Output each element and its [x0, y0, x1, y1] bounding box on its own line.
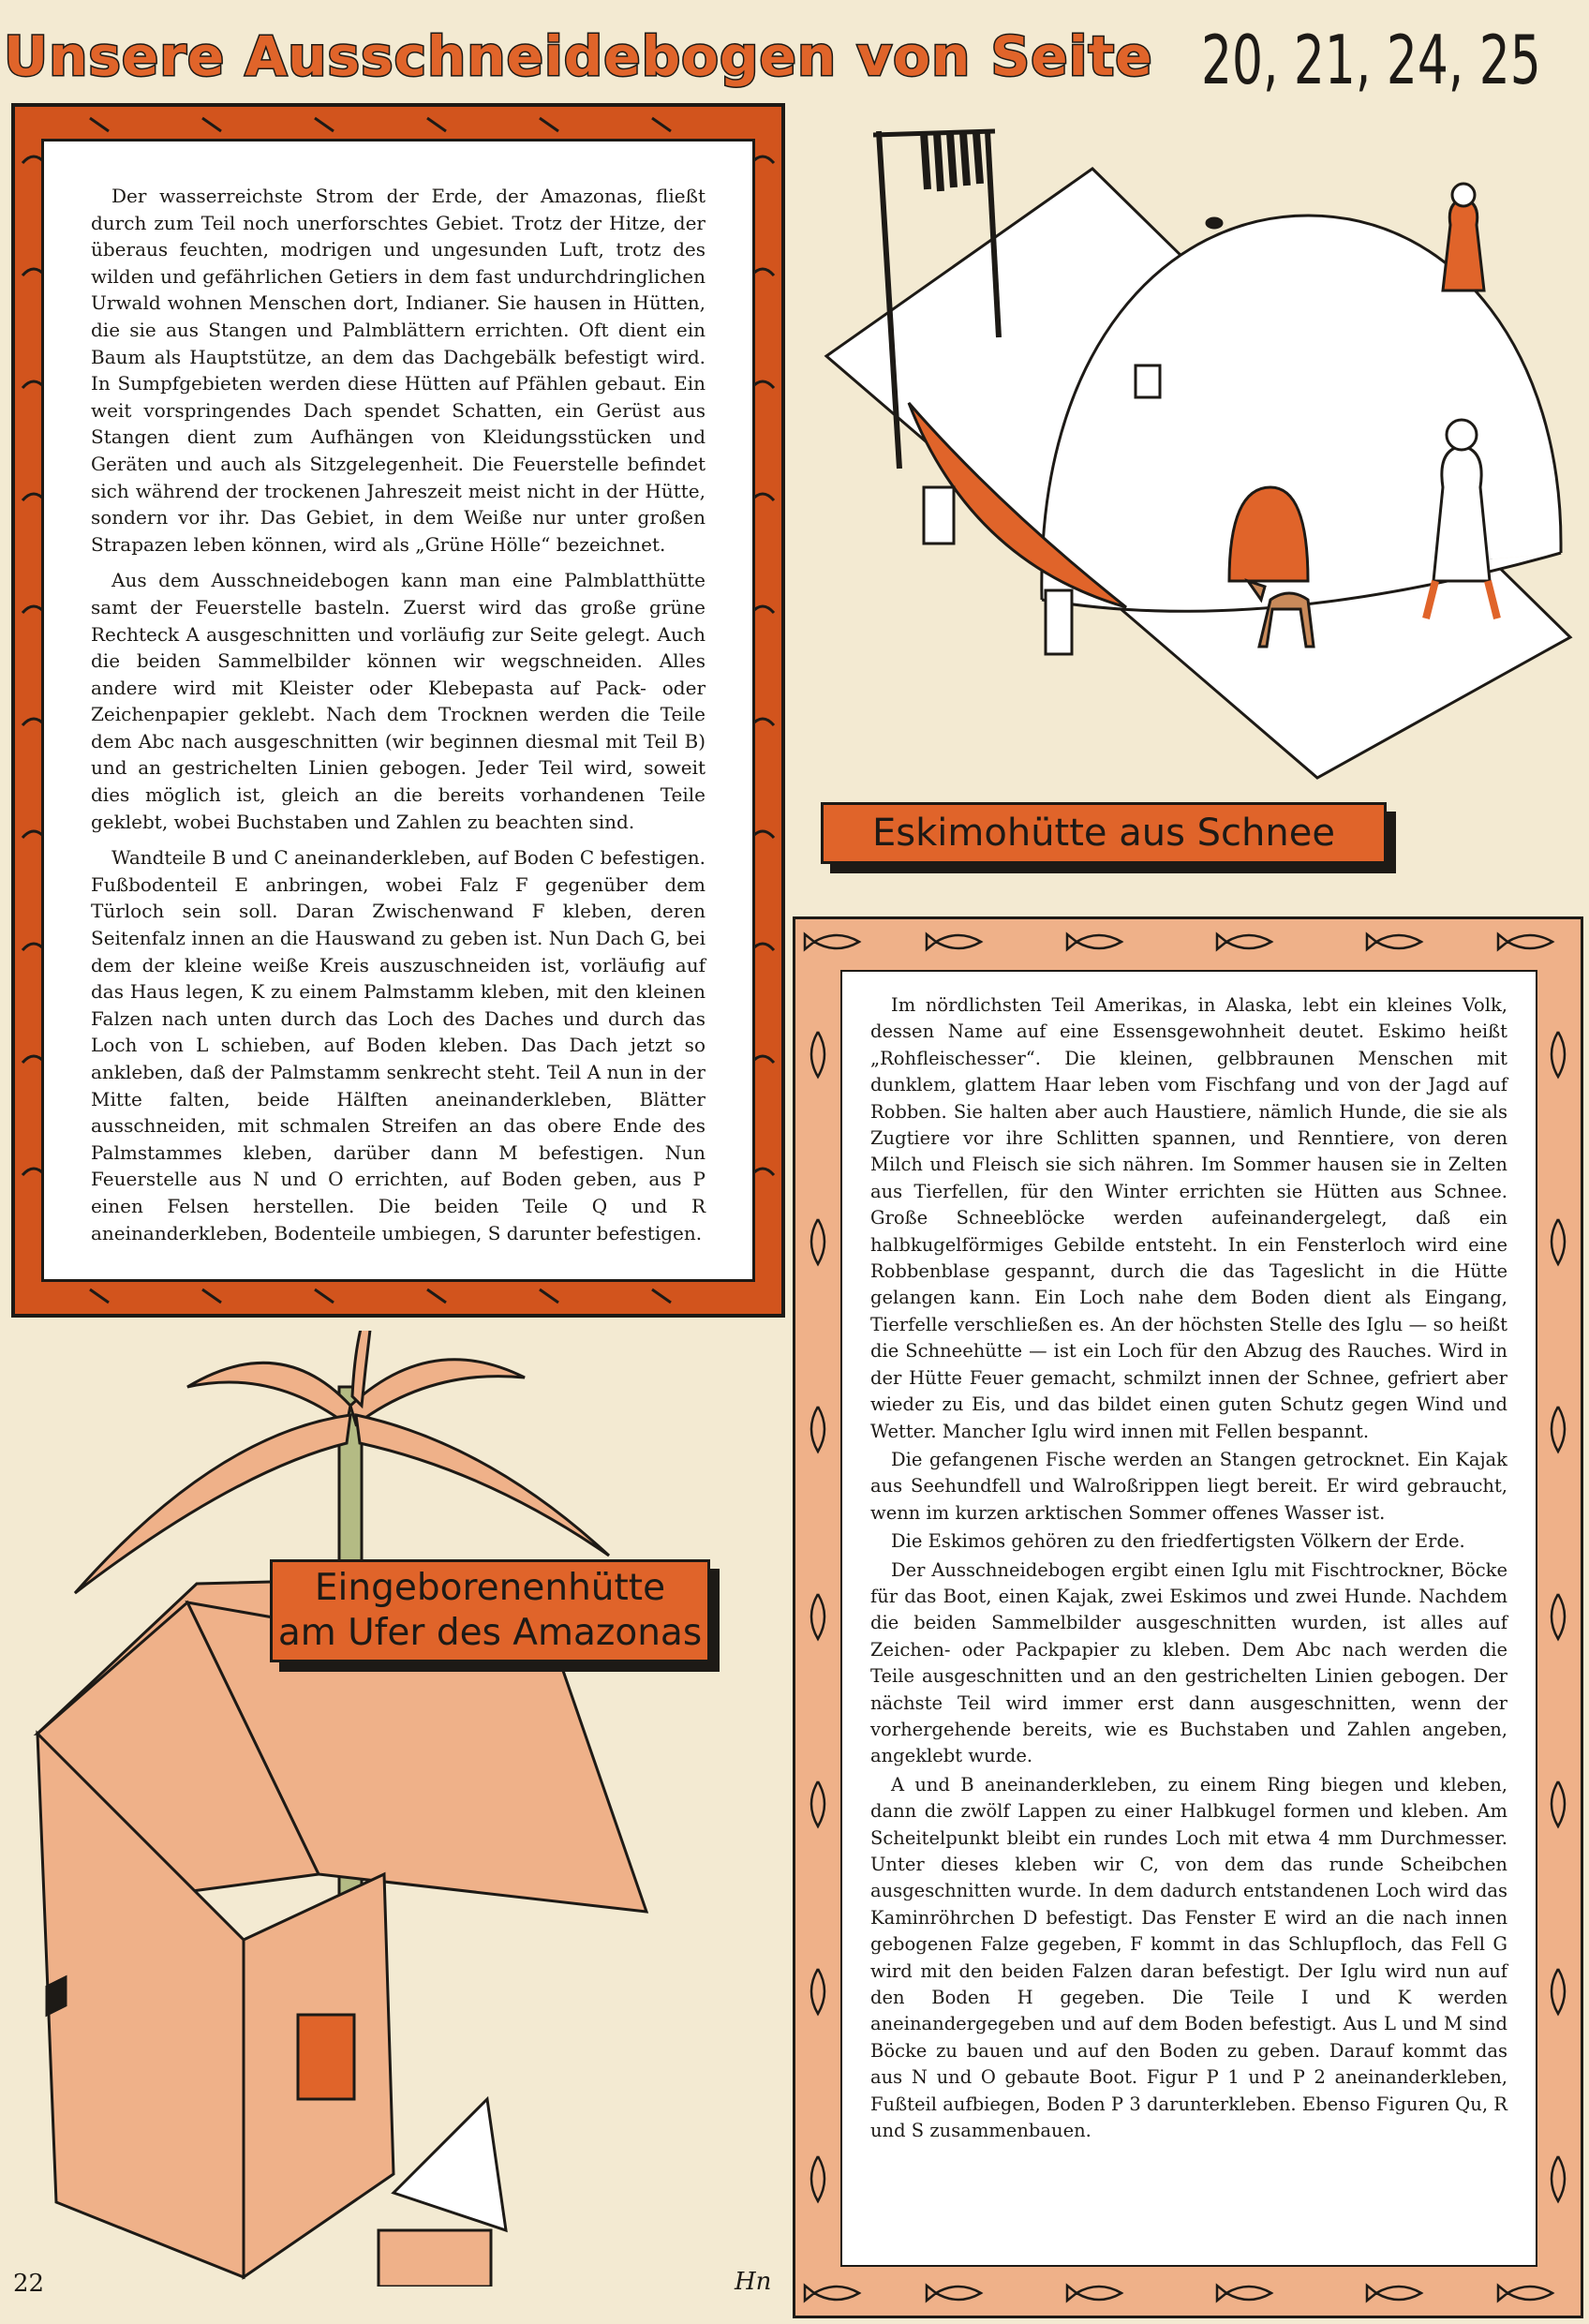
- eskimo-paragraph-5: A und B aneinanderkleben, zu einem Ring biegen und kleben, dann die zwölf Lappen zu einer Halbkugel formen und kleben. Am Scheitelpunkt bleibt ein rundes Loch mit etwa 4 mm Durchmesser. Unter dieses kleben wir C, von dem das runde Scheibchen ausgeschnitten wurde. In dem dadurch entstandenen Loch wird das Kaminröhrchen D befestigt. Das Fenster E wird an die nach innen gebogenen Falze gegeben, F kommt in das Schlupfloch, das Fell G wird mit den beiden Falzen daran befestigt. Der Iglu wird nun auf den Boden H gegeben. Die Teile I und K werden aneinandergegeben und auf dem Boden befestigt. Aus L und M sind Böcke zu bauen und auf den Boden zu geben. Darauf kommt das aus N und O gebaute Boot. Figur P 1 und P 2 aneinanderkleben, Fußteil aufbiegen, Boden P 3 darunterkleben. Ebenso Figuren Qu, R und S zusammenbauen.: [870, 1773, 1507, 2142]
- amazon-article-frame: [11, 103, 785, 1318]
- amazon-paragraph-1: Der wasserreichste Strom der Erde, der Amazonas, fließt durch zum Teil noch unerforschtes Gebiet. Trotz der Hitze, der überaus feuchten, modrigen und ungesunden Luft, trotz des wilden und gefährlichen Getiers in dem fast undurchdringlichen Urwald wohnen Menschen dort, Indianer. Sie hausen in Hütten, die sie aus Stangen und Palmblättern errichten. Oft dient ein Baum als Hauptstütze, an dem das Dachgebälk befestigt wird. In Sumpfgebieten werden diese Hütten auf Pfählen gebaut. Ein weit vorspringendes Dach spendet Schatten, ein Gerüst aus Stangen dient zum Aufhängen von Kleidungsstücken und Geräten und auch als Sitzgelegenheit. Die Feuerstelle befindet sich während der trockenen Jahreszeit meist nicht in der Hütte, sondern vor ihr. Das Gebiet, in dem Weiße nur unter großen Strapazen leben können, wird als „Grüne Hölle“ bezeichnet.: [91, 185, 705, 556]
- eskimo-article-panel: [840, 970, 1537, 2267]
- eskimo-paragraph-4: Der Ausschneidebogen ergibt einen Iglu mit Fischtrockner, Böcke für das Boot, einen Kajak, zwei Eskimos und zwei Hunde. Nachdem die beiden Sammelbilder ausgeschnitten wurden, ist alles auf Zeichen- oder Packpapier zu kleben. Dem Abc nach werden die Teile ausgeschnitten und an den gestrichelten Linien gebogen. Der nächste Teil wird immer erst dann ausgeschnitten, wenn der vorhergehende bereits, wie es Buchstaben und Zahlen angeben, angeklebt wurde.: [870, 1558, 1507, 1767]
- igloo-illustration-icon: [821, 112, 1580, 787]
- amazon-article-panel: [41, 139, 755, 1282]
- eskimo-paragraph-3: Die Eskimos gehören zu den friedfertigsten Völkern der Erde.: [891, 1530, 1465, 1553]
- artist-signature: Hn: [735, 2268, 772, 2296]
- amazonas-label-line-2: am Ufer des Amazonas: [277, 1612, 703, 1654]
- page-references: 20, 21, 24, 25: [1201, 21, 1541, 99]
- eskimo-section-label: Eskimohütte aus Schnee: [821, 802, 1387, 864]
- amazon-paragraph-2: Aus dem Ausschneidebogen kann man eine Palmblatthütte samt der Feuerstelle basteln. Zuerst wird das große grüne Rechteck A ausgeschnitten und vorläufig zur Seite gelegt. Auch die beiden Sammelbilder können wir wegschneiden. Alles andere wird mit Kleister oder Klebepasta auf Pack- oder Zeichenpapier geklebt. Nach dem Trocknen werden die Teile dem Abc nach ausgeschnitten (wir beginnen diesmal mit Teil B) und an gestrichelten Linien gebogen. Jeder Teil wird, soweit dies möglich ist, gleich an die bereits vorhandenen Teile geklebt, wobei Buchstaben und Zahlen zu beachten sind.: [91, 569, 705, 833]
- amazon-paragraph-3: Wandteile B und C aneinanderkleben, auf Boden C befestigen. Fußbodenteil E anbringen, wobei Falz F gegenüber dem Türloch sein soll. Daran Zwischenwand F kleben, deren Seitenfalz innen an die Hauswand zu geben ist. Nun Dach G, bei dem der kleine weiße Kreis auszuschneiden ist, vorläufig auf das Haus legen, K zu einem Palmstamm kleben, mit den kleinen Falzen nach unten durch das Loch des Daches und durch das Loch von L schieben, auf Boden kleben. Das Dach jetzt so ankleben, daß der Palmstamm senkrecht steht. Teil A nun in der Mitte falten, beide Hälften aneinanderkleben, Blätter ausschneiden, mit schmalen Streifen an das obere Ende des Palmstammes kleben, darüber dann M befestigen. Nun Feuerstelle aus N und O errichten, auf Boden geben, aus P einen Felsen herstellen. Die beiden Teile Q und R aneinanderkleben, Bodenteile umbiegen, S darunter befestigen.: [91, 846, 705, 1244]
- page-number: 22: [13, 2270, 45, 2298]
- eskimo-article-frame: [793, 916, 1583, 2318]
- amazonas-section-label: [270, 1559, 710, 1662]
- page-title: Unsere Ausschneidebogen von Seite: [4, 24, 1153, 88]
- native-hut-illustration-icon: [0, 1331, 787, 2287]
- page-header: [0, 21, 1589, 114]
- eskimo-paragraph-2: Die gefangenen Fische werden an Stangen getrocknet. Ein Kajak aus Seehundfell und Walroßrippen liegt bereit. Er wird gebraucht, wenn im kurzen arktischen Sommer offenes Wasser ist.: [870, 1448, 1507, 1524]
- amazonas-label-line-1: Eingeborenenhütte: [314, 1567, 666, 1609]
- eskimo-paragraph-1: Im nördlichsten Teil Amerikas, in Alaska, lebt ein kleines Volk, dessen Name auf eine Essensgewohnheit deutet. Eskimo heißt „Rohfleischesser“. Die kleinen, gelbbraunen Menschen mit dunklem, glattem Haar leben vom Fischfang und von der Jagd auf Robben. Sie halten aber auch Haustiere, nämlich Hunde, die sie als Zugtiere vor ihre Schlitten spannen, und Renntiere, von deren Milch und Fleisch sie sich nähren. Im Sommer hausen sie in Zelten aus Tierfellen, für den Winter errichten sie Hütten aus Schnee. Große Schneeblöcke werden aufeinandergelegt, daß ein halbkugelförmiges Gebilde entsteht. In ein Fensterloch wird eine Robbenblase gespannt, durch die das Tageslicht in die Hütte gelangen kann. Ein Loch nahe dem Boden dient als Eingang, Tierfelle verschließen es. An der höchsten Stelle des Iglu — so heißt die Schneehütte — ist ein Loch für den Abzug des Rauches. Wird in der Hütte Feuer gemacht, schmilzt innen der Schnee, gefriert aber wieder zu Eis, und das bildet einen guten Schutz gegen Wind und Wetter. Mancher Iglu wird innen mit Fellen bespannt.: [870, 994, 1507, 1442]
